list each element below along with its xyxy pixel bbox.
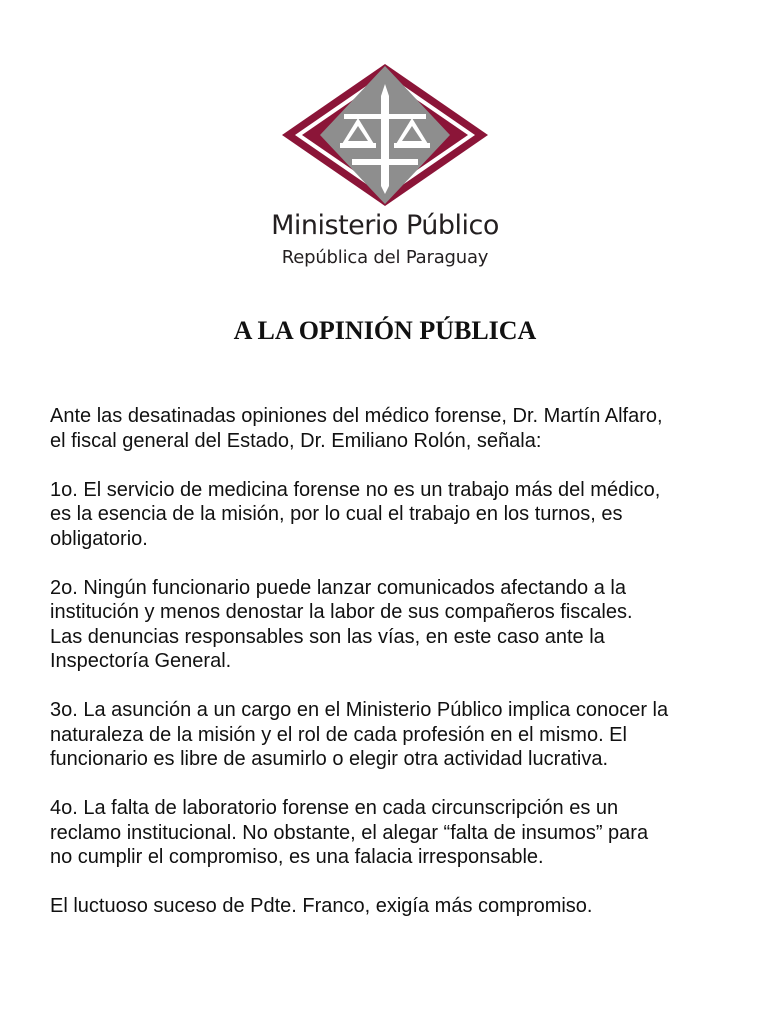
text-line: reclamo institucional. No obstante, el alegar “falta de insumos” para <box>50 821 649 844</box>
text-line: el fiscal general del Estado, Dr. Emiliano Rolón, señala: <box>50 429 542 452</box>
document-title: A LA OPINIÓN PÚBLICA <box>233 316 537 345</box>
org-subtitle: República del Paraguay <box>281 247 489 268</box>
paragraph-point-2 <box>50 576 750 674</box>
org-name: Ministerio Público <box>271 210 499 241</box>
logo-sword-crossguard <box>352 159 418 165</box>
text-line: obligatorio. <box>50 527 148 550</box>
text-line: 1o. El servicio de medicina forense no es un trabajo más del médico, <box>50 478 661 501</box>
paragraph-closing <box>50 894 750 919</box>
text-line: 4o. La falta de laboratorio forense en cada circunscripción es un <box>50 797 619 819</box>
text-line: Ante las desatinadas opiniones del médico forense, Dr. Martín Alfaro, <box>50 405 663 427</box>
paragraph-point-4 <box>50 796 750 870</box>
text-line: no cumplir el compromiso, es una falacia irresponsable. <box>50 846 544 868</box>
paragraph-point-1 <box>50 478 750 552</box>
paragraph-point-3 <box>50 698 750 772</box>
text-line: institución y menos denostar la labor de sus compañeros fiscales. <box>50 601 633 623</box>
text-line: 3o. La asunción a un cargo en el Ministerio Público implica conocer la <box>50 699 669 721</box>
paragraph-intro <box>50 404 750 453</box>
statement-body <box>50 404 750 943</box>
text-line: El luctuoso suceso de Pdte. Franco, exigía más compromiso. <box>50 895 593 917</box>
logo-sword-blade <box>381 84 389 194</box>
logo-scales-beam <box>344 114 426 119</box>
text-line: 2o. Ningún funcionario puede lanzar comunicados afectando a la <box>50 576 626 599</box>
text-line: es la esencia de la misión, por lo cual el trabajo en los turnos, es <box>50 503 623 525</box>
text-line: naturaleza de la misión y el rol de cada profesión en el mismo. El <box>50 723 627 746</box>
ministerio-publico-logo-icon <box>282 64 488 206</box>
text-line: Las denuncias responsables son las vías, en este caso ante la <box>50 625 605 648</box>
text-line: Inspectoría General. <box>50 650 232 672</box>
text-line: funcionario es libre de asumirlo o elegir otra actividad lucrativa. <box>50 748 609 770</box>
